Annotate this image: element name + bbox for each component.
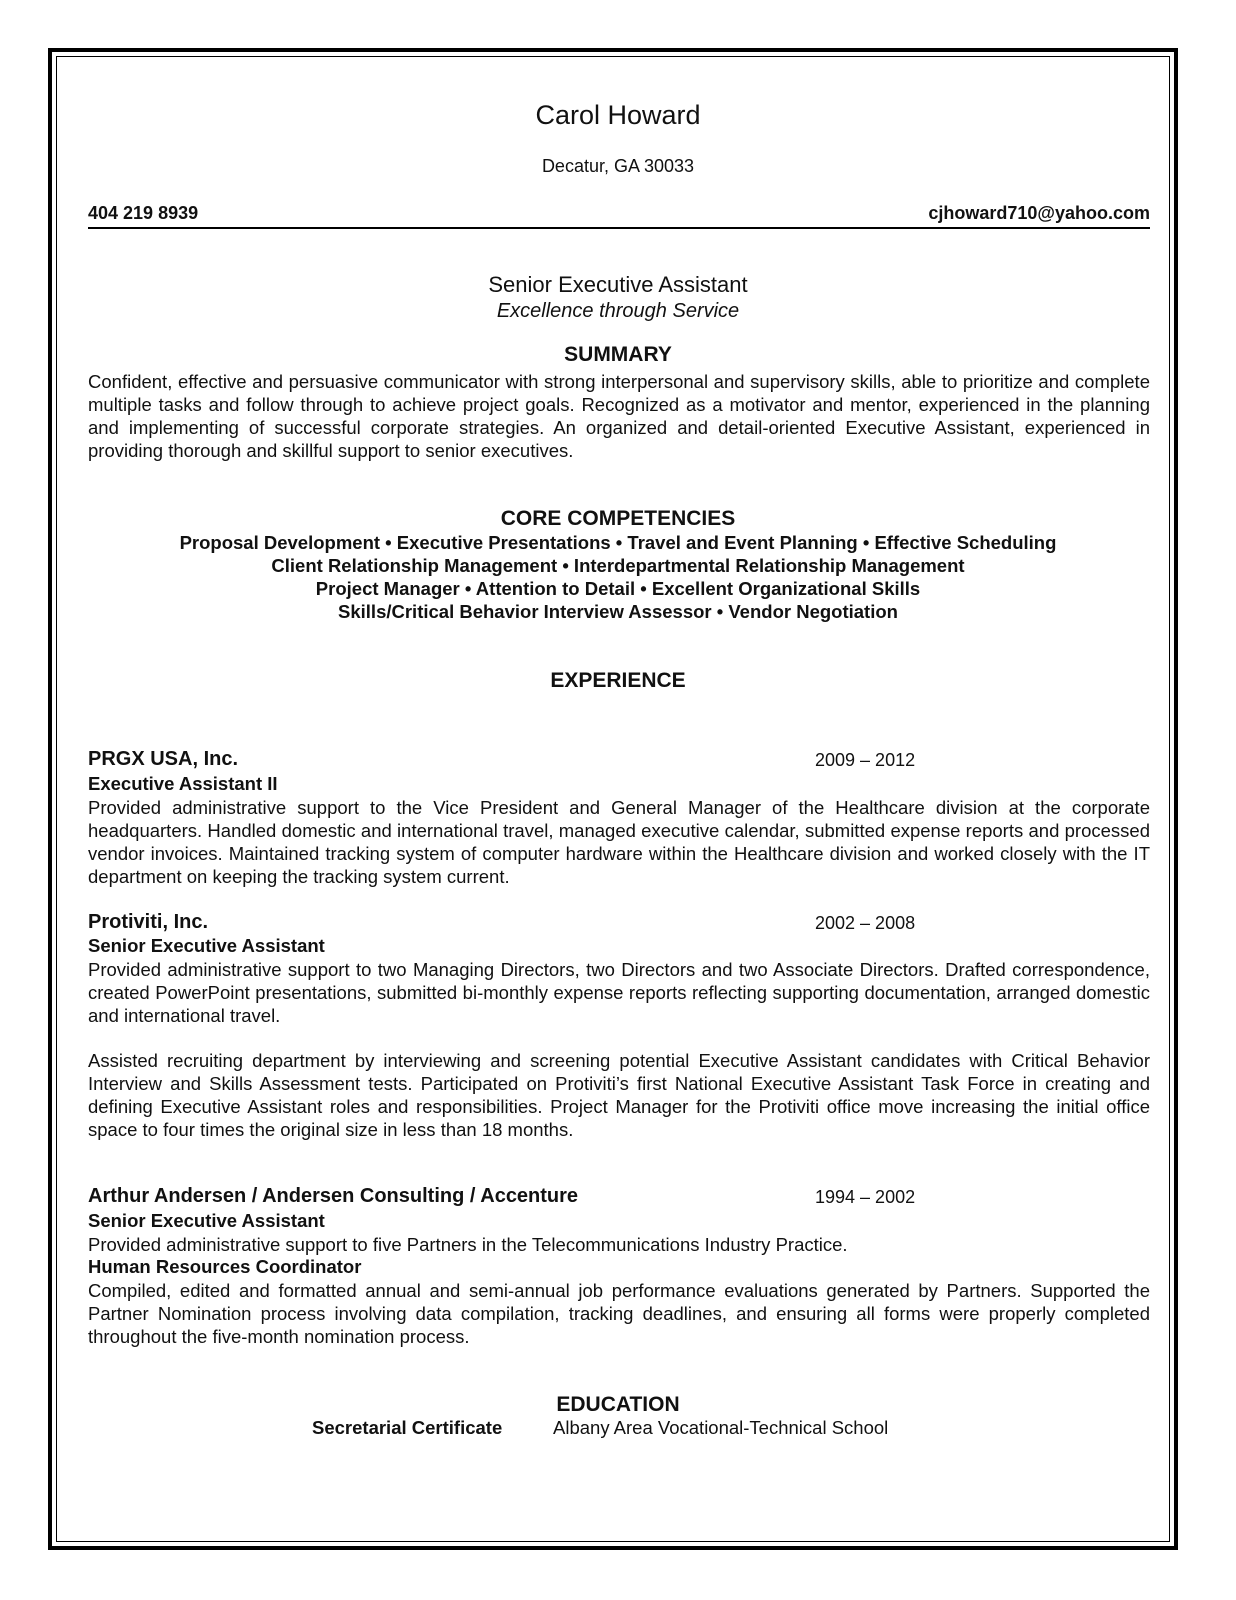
role-title: Human Resources Coordinator bbox=[88, 1256, 362, 1277]
candidate-name: Carol Howard bbox=[535, 100, 701, 130]
job-description: Compiled, edited and formatted annual and semi-annual job performance evaluations generated by Partners. Supported the Partner Nomination process involving data compilation, tracking deadlines, and ensuring all forms were properly completed throughout the five-month nomination process. bbox=[88, 1280, 1150, 1347]
competencies-heading: CORE COMPETENCIES bbox=[500, 507, 736, 530]
competency-line: Project Manager • Attention to Detail • Excellent Organizational Skills bbox=[315, 578, 921, 599]
role-title: Senior Executive Assistant bbox=[88, 935, 325, 956]
candidate-address: Decatur, GA 30033 bbox=[541, 156, 695, 176]
role-title: Executive Assistant II bbox=[88, 773, 278, 794]
job-description: Provided administrative support to five Partners in the Telecommunications Industry Practice. bbox=[88, 1234, 848, 1255]
job-description: Provided administrative support to two Managing Directors, two Directors and two Associate Directors. Drafted correspondence, created PowerPoint presentations, submitted bi-monthly expense reports reflecting supporting documentation, arranged domestic and international travel. bbox=[88, 959, 1150, 1026]
competency-line: Client Relationship Management • Interdepartmental Relationship Management bbox=[271, 555, 965, 576]
education-school: Albany Area Vocational-Technical School bbox=[553, 1417, 889, 1438]
tagline: Excellence through Service bbox=[496, 300, 740, 322]
employment-dates: 2002 – 2008 bbox=[815, 913, 916, 933]
company-name: Arthur Andersen / Andersen Consulting / Accenture bbox=[88, 1185, 579, 1207]
competency-line: Skills/Critical Behavior Interview Assessor • Vendor Negotiation bbox=[338, 601, 898, 622]
education-heading: EDUCATION bbox=[556, 1393, 680, 1416]
employment-dates: 1994 – 2002 bbox=[815, 1187, 916, 1207]
job-description: Provided administrative support to the Vice President and General Manager of the Healthcare division at the corporate headquarters. Handled domestic and international travel, managed executive calendar, submitted expense reports and processed vendor invoices. Maintained tracking system of computer hardware within the Healthcare division and worked closely with the IT department on keeping the tracking system current. bbox=[88, 797, 1150, 887]
employment-dates: 2009 – 2012 bbox=[815, 750, 916, 770]
job-title: Senior Executive Assistant bbox=[488, 272, 748, 297]
company-name: PRGX USA, Inc. bbox=[88, 748, 239, 770]
role-title: Senior Executive Assistant bbox=[88, 1210, 325, 1231]
job-description: Assisted recruiting department by interviewing and screening potential Executive Assistant candidates with Critical Behavior Interview and Skills Assessment tests. Participated on Protiviti’s first National Executive Assistant Task Force in creating and defining Executive Assistant roles and responsibilities. Project Manager for the Protiviti office move increasing the initial office space to four times the original size in less than 18 months. bbox=[88, 1050, 1150, 1140]
competency-line: Proposal Development • Executive Presentations • Travel and Event Planning • Effective Scheduling bbox=[179, 532, 1057, 553]
summary-heading: SUMMARY bbox=[564, 343, 672, 366]
email-address: cjhoward710@yahoo.com bbox=[928, 203, 1150, 223]
education-credential: Secretarial Certificate bbox=[312, 1417, 503, 1438]
company-name: Protiviti, Inc. bbox=[88, 911, 209, 933]
experience-heading: EXPERIENCE bbox=[550, 669, 686, 692]
summary-text: Confident, effective and persuasive communicator with strong interpersonal and supervisory skills, able to prioritize and complete multiple tasks and follow through to achieve project goals. Recognized as a motivator and mentor, experienced in the planning and implementing of successful corporate strategies. An organized and detail-oriented Executive Assistant, experienced in providing thorough and skillful support to senior executives. bbox=[88, 371, 1150, 461]
contact-row bbox=[88, 203, 1150, 229]
phone-number: 404 219 8939 bbox=[88, 203, 199, 223]
